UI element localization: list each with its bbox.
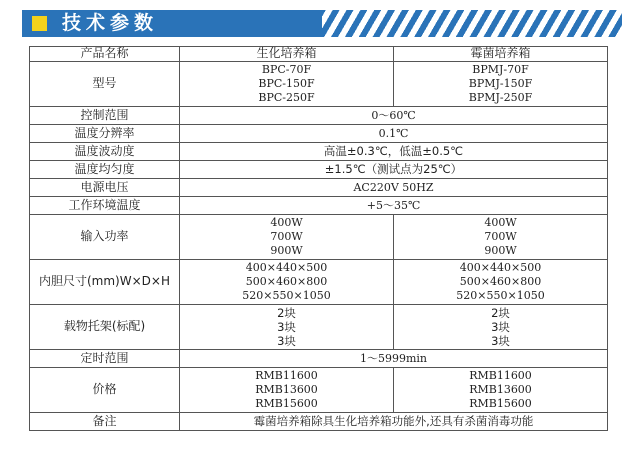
value-line: BPC-150F bbox=[258, 77, 315, 90]
value-line: 520×550×1050 bbox=[456, 289, 545, 302]
value-line: 400×440×500 bbox=[245, 261, 328, 274]
table-row bbox=[30, 107, 608, 125]
value-line: 700W bbox=[484, 230, 517, 243]
value-line: RMB15600 bbox=[469, 397, 532, 410]
row-label: 温度均匀度 bbox=[30, 161, 180, 179]
table-row bbox=[30, 179, 608, 197]
square-bullet-icon bbox=[32, 16, 47, 31]
row-value-merged: 高温±0.3℃，低温±0.5℃ bbox=[180, 143, 608, 161]
value-line: BPMJ-150F bbox=[468, 77, 533, 90]
mould-value-cell bbox=[394, 305, 608, 350]
table-row bbox=[30, 413, 608, 431]
row-label: 温度分辨率 bbox=[30, 125, 180, 143]
table-row bbox=[30, 305, 608, 350]
value-line: BPC-70F bbox=[261, 63, 312, 76]
value-line: 2块 bbox=[277, 306, 296, 320]
row-label: 控制范围 bbox=[30, 107, 180, 125]
value-line: 900W bbox=[484, 244, 517, 257]
table-row bbox=[30, 350, 608, 368]
row-label: 定时范围 bbox=[30, 350, 180, 368]
mould-value-cell bbox=[394, 260, 608, 305]
row-label: 价格 bbox=[30, 368, 180, 413]
value-line: 520×550×1050 bbox=[242, 289, 331, 302]
value-line: 3块 bbox=[491, 320, 510, 334]
mould-value-cell bbox=[394, 215, 608, 260]
row-label: 输入功率 bbox=[30, 215, 180, 260]
table-row bbox=[30, 260, 608, 305]
spec-table-body bbox=[30, 47, 608, 431]
value-line: 500×460×800 bbox=[459, 275, 542, 288]
mould-value-cell bbox=[394, 62, 608, 107]
table-header-row bbox=[30, 47, 608, 62]
value-line: 400W bbox=[270, 216, 303, 229]
value-line: 2块 bbox=[491, 306, 510, 320]
row-label: 备注 bbox=[30, 413, 180, 431]
row-label: 内胆尺寸(mm)W×D×H bbox=[30, 260, 180, 305]
value-line: RMB11600 bbox=[255, 369, 318, 382]
value-line: BPMJ-250F bbox=[468, 91, 533, 104]
value-line: 500×460×800 bbox=[245, 275, 328, 288]
biochemical-value-cell bbox=[180, 215, 394, 260]
table-row bbox=[30, 215, 608, 260]
table-row bbox=[30, 143, 608, 161]
header-stripe-pattern bbox=[322, 10, 622, 37]
value-line: 400×440×500 bbox=[459, 261, 542, 274]
value-line: BPC-250F bbox=[258, 91, 315, 104]
section-header bbox=[22, 10, 622, 37]
column-header-mould-incubator: 霉菌培养箱 bbox=[394, 47, 608, 62]
value-line: RMB15600 bbox=[255, 397, 318, 410]
row-value-merged: 0.1℃ bbox=[180, 125, 608, 143]
value-line: 700W bbox=[270, 230, 303, 243]
biochemical-value-cell bbox=[180, 260, 394, 305]
table-row bbox=[30, 62, 608, 107]
value-line: 900W bbox=[270, 244, 303, 257]
row-value-merged: +5～35℃ bbox=[180, 197, 608, 215]
table-row bbox=[30, 368, 608, 413]
value-line: 400W bbox=[484, 216, 517, 229]
value-line: BPMJ-70F bbox=[472, 63, 529, 76]
row-label: 温度波动度 bbox=[30, 143, 180, 161]
biochemical-value-cell bbox=[180, 62, 394, 107]
row-label: 电源电压 bbox=[30, 179, 180, 197]
row-value-merged: 1～5999min bbox=[180, 350, 608, 368]
column-header-biochemical-incubator: 生化培养箱 bbox=[180, 47, 394, 62]
column-header-product: 产品名称 bbox=[30, 47, 180, 62]
value-line: 3块 bbox=[277, 320, 296, 334]
section-title: 技术参数 bbox=[62, 12, 159, 34]
value-line: 3块 bbox=[277, 334, 296, 348]
row-label: 载物托架(标配) bbox=[30, 305, 180, 350]
table-row bbox=[30, 197, 608, 215]
biochemical-value-cell bbox=[180, 368, 394, 413]
value-line: 3块 bbox=[491, 334, 510, 348]
value-line: RMB13600 bbox=[469, 383, 532, 396]
row-value-merged: ±1.5℃（测试点为25℃） bbox=[180, 161, 608, 179]
value-line: RMB13600 bbox=[255, 383, 318, 396]
row-label: 型号 bbox=[30, 62, 180, 107]
row-value-merged: 霉菌培养箱除具生化培养箱功能外,还具有杀菌消毒功能 bbox=[180, 413, 608, 431]
spec-table bbox=[29, 46, 608, 431]
mould-value-cell bbox=[394, 368, 608, 413]
row-value-merged: 0～60℃ bbox=[180, 107, 608, 125]
row-label: 工作环境温度 bbox=[30, 197, 180, 215]
value-line: RMB11600 bbox=[469, 369, 532, 382]
table-row bbox=[30, 161, 608, 179]
row-value-merged: AC220V 50HZ bbox=[180, 179, 608, 197]
table-row bbox=[30, 125, 608, 143]
biochemical-value-cell bbox=[180, 305, 394, 350]
